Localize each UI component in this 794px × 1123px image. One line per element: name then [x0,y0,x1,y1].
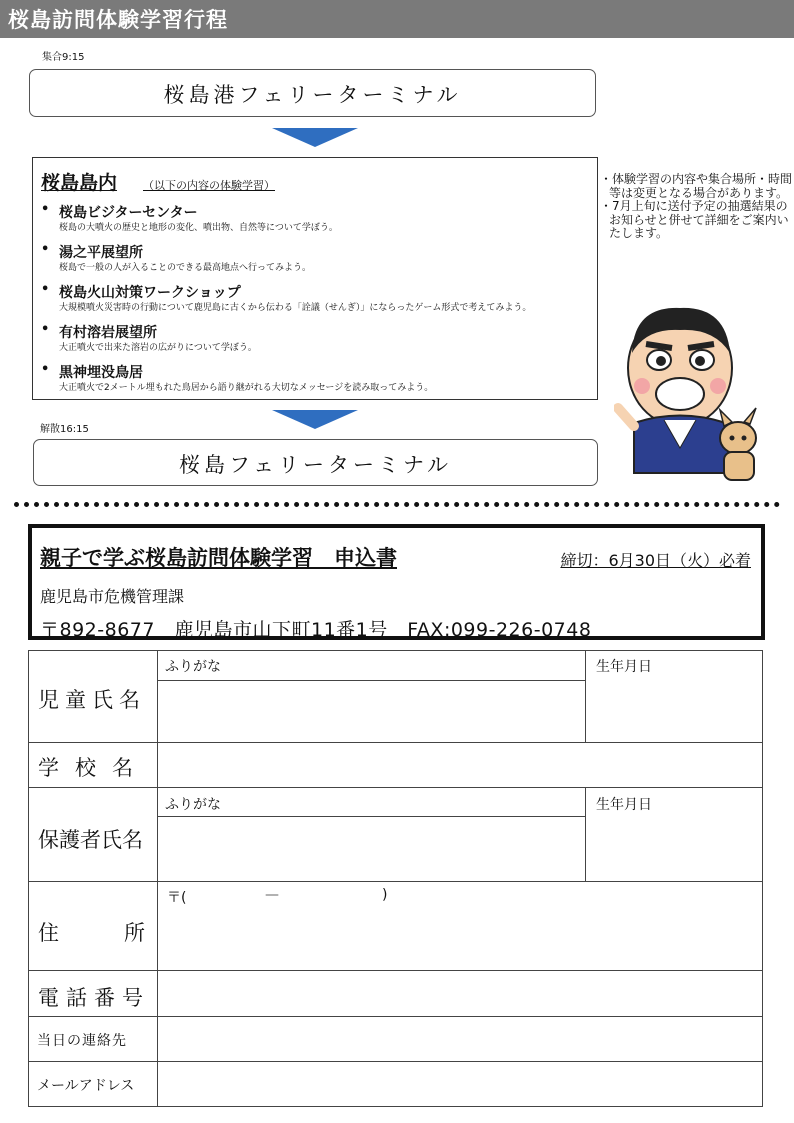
school-name-label: 学校名 [38,756,149,780]
content-title: 桜島島内 [41,172,118,194]
dismiss-label: 解散16:15 [40,424,89,435]
contact-today-label: 当日の連絡先 [37,1033,127,1049]
address-label-start: 住 [38,921,59,945]
bullet-icon: • [41,202,50,217]
note-item: ・体験学習の内容や集合場所・時間等は変更となる場合があります。 [600,172,793,200]
address-field[interactable] [158,905,761,969]
department: 鹿児島市危機管理課 [40,587,185,606]
deadline: 締切：6月30日（火）必着 [560,551,751,570]
guardian-name-field[interactable] [158,817,584,880]
contact-today-field[interactable] [158,1017,761,1060]
bullet-icon: • [41,362,50,377]
postal-close: ) [382,887,388,903]
gather-label: 集合9:15 [42,52,85,63]
page-title: 桜島訪問体験学習行程 [8,8,228,32]
content-box: 桜島島内 （以下の内容の体験学習） • 桜島ビジターセンター 桜島の大噴火の歴史と地形の変化、噴出物、自然等について学ぼう。 • 湯之平展望所 桜島で一般の人が入ることのできる最高地点へ行ってみよう。 • 桜島火山対策ワークショップ 大規模噴火災害時の行動について鹿児島に古くから伝わる「詮議（せんぎ）」にならったゲーム形式で考えてみよう。 • 有村溶岩展望所 大正噴火で出来た溶岩の広がりについて学ぼう。 • 黒神埋没鳥居 大正噴火で2メートル埋もれた鳥居から語り継がれる大切なメッセージを読み取ってみよう。 [32,157,598,400]
form-title: 親子で学ぶ桜島訪問体験学習 申込書 [40,546,397,570]
postal-mark: 〒( [167,890,187,906]
guardian-name-label: 保護者氏名 [38,828,143,852]
birthdate-label: 生年月日 [596,659,652,675]
furigana-label: ふりがな [165,797,221,813]
email-field[interactable] [158,1062,761,1105]
child-name-field[interactable] [158,681,584,741]
bullet-icon: • [41,282,50,297]
address-label-end: 所 [124,921,145,945]
phone-label: 電話番号 [38,986,150,1010]
bullet-icon: • [41,322,50,337]
note-item: ・7月上旬に送付予定の抽選結果のお知らせと併せて詳細をご案内いたします。 [600,199,789,240]
child-birthdate-field[interactable] [586,676,761,741]
bullet-icon: • [41,242,50,257]
end-terminal-text: 桜島フェリーターミナル [179,453,452,477]
content-subtitle: （以下の内容の体験学習） [143,179,275,192]
contact-address: 〒892-8677 鹿児島市山下町11番1号 FAX:099-226-0748 [40,619,592,641]
email-label: メールアドレス [37,1078,135,1094]
furigana-label: ふりがな [165,659,221,675]
child-name-label: 児童氏名 [38,688,146,712]
guardian-birthdate-field[interactable] [586,814,761,880]
birthdate-label: 生年月日 [596,797,652,813]
postal-dash: — [265,887,279,903]
phone-field[interactable] [158,971,761,1015]
start-terminal-text: 桜島港フェリーターミナル [163,83,462,107]
school-name-field[interactable] [158,743,761,786]
